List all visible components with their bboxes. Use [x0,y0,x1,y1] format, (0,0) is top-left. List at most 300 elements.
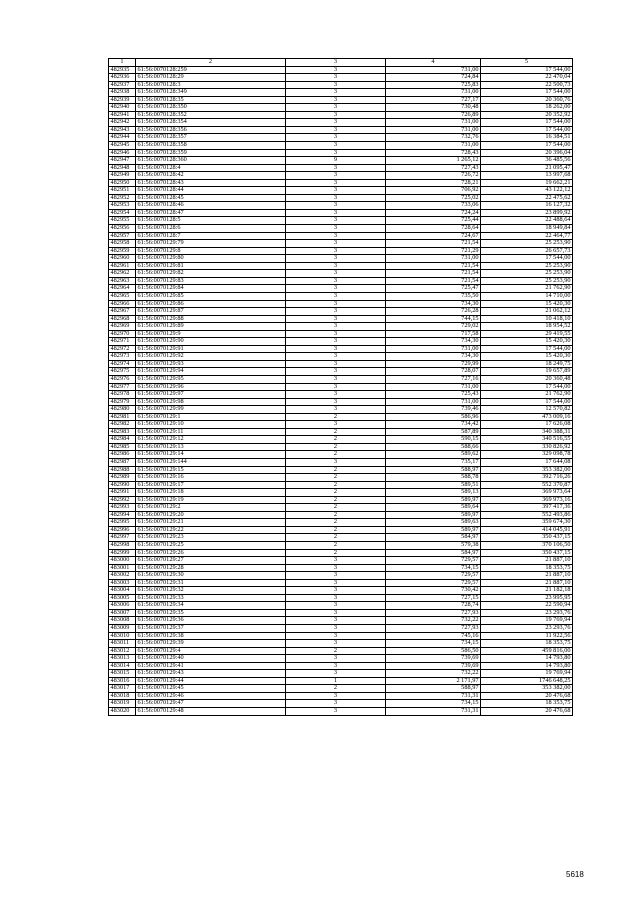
table-cell-col3: 2 [286,451,386,459]
table-cell-col1: 483015 [109,670,136,678]
table-cell-col4: 732,22 [386,670,481,678]
table-cell-col5: 369 973,16 [481,496,573,504]
table-cell-col5: 369 973,64 [481,489,573,497]
table-cell-col5: 12 570,82 [481,406,573,414]
table-cell-col2: 61:56:0070129:47 [136,700,286,708]
table-cell-col2: 61:56:0070129:48 [136,708,286,716]
table-row [109,383,573,391]
table-cell-col1: 483005 [109,594,136,602]
table-cell-col2: 61:56:0070129:44 [136,677,286,685]
table-cell-col3: 3 [286,142,386,150]
table-cell-col5: 10 418,10 [481,315,573,323]
table-cell-col4: 726,28 [386,308,481,316]
table-cell-col5: 17 544,00 [481,66,573,74]
table-cell-col4: 727,43 [386,164,481,172]
table-cell-col1: 482982 [109,421,136,429]
table-cell-col5: 17 626,08 [481,421,573,429]
table-cell-col1: 482987 [109,458,136,466]
table-cell-col3: 3 [286,172,386,180]
table-cell-col3: 3 [286,300,386,308]
table-cell-col1: 482965 [109,292,136,300]
table-cell-col2: 61:56:0070128:360 [136,157,286,165]
table-cell-col4: 589,97 [386,496,481,504]
table-cell-col3: 3 [286,270,386,278]
table-cell-col5: 329 098,78 [481,451,573,459]
table-cell-col3: 3 [286,360,386,368]
table-body [109,66,573,715]
table-cell-col3: 2 [286,542,386,550]
table-cell-col3: 3 [286,398,386,406]
table-cell-col3: 3 [286,632,386,640]
table-row [109,157,573,165]
table-cell-col3: 3 [286,602,386,610]
table-cell-col1: 483012 [109,647,136,655]
table-row [109,451,573,459]
table-cell-col1: 482974 [109,360,136,368]
table-cell-col3: 3 [286,74,386,82]
table-row [109,323,573,331]
table-cell-col2: 61:56:0070129:88 [136,315,286,323]
table-cell-col4: 724,84 [386,74,481,82]
table-cell-col5: 17 544,00 [481,345,573,353]
table-cell-col2: 61:56:0070129:4 [136,647,286,655]
table-cell-col4: 731,00 [386,119,481,127]
table-cell-col1: 482971 [109,338,136,346]
table-cell-col3: 2 [286,428,386,436]
table-row [109,692,573,700]
table-row [109,421,573,429]
table-cell-col5: 25 253,90 [481,270,573,278]
table-cell-col3: 3 [286,594,386,602]
table-cell-col5: 14 793,80 [481,662,573,670]
table-row [109,119,573,127]
table-cell-col1: 482972 [109,345,136,353]
table-cell-col4: 731,00 [386,66,481,74]
table-cell-col3: 3 [286,353,386,361]
table-cell-col5: 17 644,08 [481,458,573,466]
table-cell-col3: 3 [286,458,386,466]
table-cell-col1: 482937 [109,81,136,89]
table-cell-col5: 18 262,00 [481,104,573,112]
table-cell-col2: 61:56:0070129:83 [136,277,286,285]
table-cell-col1: 482968 [109,315,136,323]
table-cell-col2: 61:56:0070128:42 [136,172,286,180]
table-cell-col4: 729,57 [386,572,481,580]
table-cell-col4: 721,54 [386,277,481,285]
table-cell-col1: 482986 [109,451,136,459]
table-row [109,375,573,383]
table-row [109,308,573,316]
table-cell-col1: 482978 [109,391,136,399]
table-cell-col3: 3 [286,345,386,353]
table-cell-col2: 61:56:0070128:7 [136,232,286,240]
table-cell-col4: 730,42 [386,587,481,595]
table-cell-col1: 483017 [109,685,136,693]
table-cell-col2: 61:56:0070129:20 [136,511,286,519]
table-cell-col2: 61:56:0070129:12 [136,436,286,444]
table-cell-col3: 3 [286,164,386,172]
table-cell-col4: 731,00 [386,383,481,391]
table-row [109,511,573,519]
table-row [109,700,573,708]
table-cell-col4: 734,15 [386,564,481,572]
table-cell-col3: 2 [286,504,386,512]
table-row [109,179,573,187]
table-cell-col4: 2 171,97 [386,677,481,685]
table-cell-col1: 482947 [109,157,136,165]
table-cell-col3: 2 [286,481,386,489]
table-cell-col2: 61:56:0070128:43 [136,179,286,187]
table-cell-col4: 589,62 [386,451,481,459]
table-cell-col3: 3 [286,655,386,663]
table-cell-col1: 482984 [109,436,136,444]
table-cell-col1: 483003 [109,579,136,587]
table-cell-col5: 29 419,55 [481,330,573,338]
table-cell-col2: 61:56:0070129:46 [136,692,286,700]
table-cell-col2: 61:56:0070129:19 [136,496,286,504]
table-cell-col5: 14 793,80 [481,655,573,663]
table-row [109,436,573,444]
table-cell-col3: 3 [286,383,386,391]
table-cell-col4: 726,89 [386,111,481,119]
table-cell-col1: 482936 [109,74,136,82]
table-cell-col1: 483006 [109,602,136,610]
table-cell-col5: 20 476,68 [481,708,573,716]
table-cell-col1: 482962 [109,270,136,278]
table-cell-col4: 735,17 [386,458,481,466]
table-cell-col4: 728,64 [386,225,481,233]
table-cell-col5: 17 544,00 [481,398,573,406]
table-row [109,164,573,172]
table-cell-col2: 61:56:0070129:84 [136,285,286,293]
table-row [109,277,573,285]
table-cell-col2: 61:56:0070129:81 [136,262,286,270]
table-cell-col3: 3 [286,391,386,399]
table-cell-col4: 579,38 [386,542,481,550]
table-cell-col5: 20 352,92 [481,111,573,119]
table-row [109,413,573,421]
table-cell-col1: 482938 [109,89,136,97]
table-cell-col4: 727,16 [386,375,481,383]
table-cell-col1: 483014 [109,662,136,670]
table-cell-col3: 2 [286,511,386,519]
table-cell-col1: 482961 [109,262,136,270]
table-cell-col5: 20 360,76 [481,96,573,104]
table-cell-col1: 482952 [109,194,136,202]
table-cell-col2: 61:56:0070129:30 [136,572,286,580]
table-row [109,209,573,217]
table-cell-col4: 589,51 [386,481,481,489]
table-cell-col5: 340 516,55 [481,436,573,444]
table-cell-col1: 482990 [109,481,136,489]
table-cell-col5: 19 769,94 [481,670,573,678]
table-cell-col5: 18 949,84 [481,225,573,233]
table-cell-col4: 734,15 [386,700,481,708]
table-cell-col5: 19 769,94 [481,617,573,625]
table-cell-col5: 397 417,36 [481,504,573,512]
table-row [109,255,573,263]
table-cell-col2: 61:56:0070128:352 [136,111,286,119]
table-row [109,609,573,617]
table-cell-col2: 61:56:0070129:32 [136,587,286,595]
table-cell-col3: 3 [286,119,386,127]
table-cell-col5: 21 887,10 [481,579,573,587]
table-cell-col2: 61:56:0070128:359 [136,149,286,157]
table-row [109,225,573,233]
table-cell-col2: 61:56:0070129:90 [136,338,286,346]
table-cell-col2: 61:56:0070129:33 [136,594,286,602]
table-row [109,526,573,534]
column-header-2: 2 [136,59,286,67]
table-cell-col5: 22 500,73 [481,81,573,89]
table-cell-col1: 483002 [109,572,136,580]
table-cell-col1: 482950 [109,179,136,187]
table-cell-col5: 18 954,52 [481,323,573,331]
table-cell-col4: 589,97 [386,526,481,534]
table-row [109,126,573,134]
table-cell-col5: 370 106,50 [481,542,573,550]
table-cell-col2: 61:56:0070128:5 [136,217,286,225]
table-cell-col4: 735,50 [386,292,481,300]
table-cell-col4: 727,15 [386,594,481,602]
table-cell-col3: 3 [286,670,386,678]
table-cell-col4: 728,74 [386,602,481,610]
table-row [109,443,573,451]
table-cell-col3: 3 [286,564,386,572]
table-cell-col5: 350 437,15 [481,549,573,557]
table-cell-col1: 482959 [109,247,136,255]
table-cell-col5: 19 657,89 [481,368,573,376]
table-cell-col3: 3 [286,338,386,346]
table-cell-col5: 17 544,00 [481,255,573,263]
table-cell-col2: 61:56:0070128:35 [136,96,286,104]
table-cell-col3: 3 [286,375,386,383]
table-cell-col3: 3 [286,277,386,285]
table-row [109,187,573,195]
table-cell-col3: 3 [286,225,386,233]
table-cell-col5: 20 396,04 [481,149,573,157]
table-cell-col5: 11 922,56 [481,632,573,640]
table-cell-col2: 61:56:0070129:17 [136,481,286,489]
table-cell-col5: 25 253,90 [481,262,573,270]
table-row [109,655,573,663]
table-cell-col5: 17 544,00 [481,89,573,97]
table-row [109,81,573,89]
table-cell-col3: 3 [286,262,386,270]
table-cell-col3: 3 [286,692,386,700]
table-cell-col1: 482998 [109,542,136,550]
table-cell-col1: 482979 [109,398,136,406]
table-cell-col4: 717,58 [386,330,481,338]
table-cell-col5: 19 662,21 [481,179,573,187]
table-cell-col3: 3 [286,557,386,565]
table-cell-col4: 731,00 [386,398,481,406]
table-cell-col1: 482993 [109,504,136,512]
table-row [109,534,573,542]
table-cell-col1: 483013 [109,655,136,663]
table-cell-col5: 392 716,26 [481,474,573,482]
table-cell-col2: 61:56:0070129:1 [136,413,286,421]
table-cell-col5: 330 826,92 [481,443,573,451]
table-cell-col3: 3 [286,217,386,225]
table-cell-col2: 61:56:0070129:97 [136,391,286,399]
table-cell-col1: 482969 [109,323,136,331]
table-cell-col5: 22 488,64 [481,217,573,225]
table-cell-col4: 729,02 [386,323,481,331]
table-cell-col2: 61:56:0070129:35 [136,609,286,617]
table-row [109,572,573,580]
table-cell-col5: 15 420,30 [481,300,573,308]
column-header-3: 3 [286,59,386,67]
table-cell-col2: 61:56:0070129:34 [136,602,286,610]
table-cell-col4: 739,46 [386,406,481,414]
table-cell-col2: 61:56:0070128:44 [136,187,286,195]
table-row [109,300,573,308]
table-cell-col4: 729,57 [386,579,481,587]
table-row [109,391,573,399]
table-cell-col2: 61:56:0070129:2 [136,504,286,512]
table-cell-col2: 61:56:0070128:358 [136,142,286,150]
table-cell-col4: 730,48 [386,104,481,112]
table-row [109,625,573,633]
table-row [109,345,573,353]
table-cell-col4: 1 265,12 [386,157,481,165]
table-cell-col2: 61:56:0070129:31 [136,579,286,587]
table-cell-col5: 1746 648,25 [481,677,573,685]
table-cell-col1: 482964 [109,285,136,293]
table-cell-col2: 61:56:0070129:39 [136,640,286,648]
table-cell-col4: 721,54 [386,240,481,248]
table-cell-col5: 36 485,56 [481,157,573,165]
table-row [109,677,573,685]
table-cell-col1: 482943 [109,126,136,134]
table-row [109,194,573,202]
table-cell-col1: 482958 [109,240,136,248]
table-cell-col1: 483008 [109,617,136,625]
table-cell-col2: 61:56:0070129:94 [136,368,286,376]
table-cell-col1: 482988 [109,466,136,474]
table-row [109,406,573,414]
table-cell-col3: 3 [286,96,386,104]
table-row [109,579,573,587]
table-cell-col1: 483004 [109,587,136,595]
table-cell-col5: 26 657,73 [481,247,573,255]
table-cell-col4: 739,69 [386,662,481,670]
table-cell-col5: 25 253,90 [481,240,573,248]
table-cell-col5: 13 997,68 [481,172,573,180]
table-cell-col3: 3 [286,640,386,648]
table-cell-col1: 482985 [109,443,136,451]
table-row [109,640,573,648]
table-cell-col3: 3 [286,89,386,97]
column-header-5: 5 [481,59,573,67]
table-cell-col5: 15 420,30 [481,353,573,361]
table-cell-col3: 3 [286,323,386,331]
table-cell-col1: 483018 [109,692,136,700]
table-cell-col5: 21 887,10 [481,572,573,580]
table-cell-col3: 3 [286,330,386,338]
table-cell-col4: 734,30 [386,300,481,308]
table-cell-col2: 61:56:0070129:45 [136,685,286,693]
table-cell-col5: 17 544,00 [481,142,573,150]
table-cell-col2: 61:56:0070128:356 [136,126,286,134]
table-cell-col3: 3 [286,700,386,708]
table-cell-col2: 61:56:0070128:3 [136,81,286,89]
table-cell-col5: 23 293,76 [481,609,573,617]
table-cell-col4: 725,44 [386,217,481,225]
table-cell-col5: 18 353,75 [481,640,573,648]
table-cell-col4: 727,93 [386,625,481,633]
column-header-1: 1 [109,59,136,67]
table-cell-col3: 3 [286,579,386,587]
table-cell-col5: 473 009,16 [481,413,573,421]
table-cell-col5: 359 674,30 [481,519,573,527]
table-cell-col2: 61:56:0070129:93 [136,360,286,368]
table-cell-col3: 2 [286,534,386,542]
table-cell-col5: 21 887,10 [481,557,573,565]
table-cell-col1: 482981 [109,413,136,421]
table-cell-col4: 734,42 [386,421,481,429]
table-cell-col2: 61:56:0070128:4 [136,164,286,172]
table-cell-col2: 61:56:0070128:349 [136,89,286,97]
table-cell-col5: 22 590,94 [481,602,573,610]
table-cell-col4: 734,15 [386,640,481,648]
table-cell-col3: 3 [286,587,386,595]
table-cell-col2: 61:56:0070128:45 [136,194,286,202]
table-cell-col1: 482992 [109,496,136,504]
table-row [109,66,573,74]
table-row [109,458,573,466]
table-row [109,466,573,474]
table-cell-col1: 482997 [109,534,136,542]
table-cell-col5: 18 249,75 [481,360,573,368]
table-cell-col1: 483010 [109,632,136,640]
table-cell-col2: 61:56:0070129:41 [136,662,286,670]
table-cell-col4: 733,06 [386,202,481,210]
table-cell-col4: 584,97 [386,534,481,542]
table-cell-col2: 61:56:0070129:43 [136,670,286,678]
table-cell-col4: 727,93 [386,609,481,617]
table-cell-col4: 744,15 [386,315,481,323]
table-cell-col4: 731,31 [386,692,481,700]
table-cell-col1: 482948 [109,164,136,172]
table-cell-col1: 482940 [109,104,136,112]
table-cell-col5: 17 544,00 [481,383,573,391]
table-row [109,315,573,323]
table-cell-col2: 61:56:0070129:28 [136,564,286,572]
table-cell-col3: 3 [286,187,386,195]
table-cell-col1: 482970 [109,330,136,338]
table-row [109,708,573,716]
table-row [109,89,573,97]
table-cell-col2: 61:56:0070128:350 [136,104,286,112]
table-cell-col1: 482954 [109,209,136,217]
table-cell-col1: 482942 [109,119,136,127]
table-cell-col2: 61:56:0070129:15 [136,466,286,474]
table-cell-col1: 482955 [109,217,136,225]
table-row [109,685,573,693]
table-cell-col4: 589,64 [386,504,481,512]
table-row [109,496,573,504]
table-cell-col4: 734,30 [386,338,481,346]
table-row [109,519,573,527]
table-cell-col4: 724,24 [386,209,481,217]
table-cell-col3: 2 [286,685,386,693]
table-cell-col3: 3 [286,609,386,617]
table-cell-col1: 482994 [109,511,136,519]
table-row [109,647,573,655]
table-row [109,172,573,180]
